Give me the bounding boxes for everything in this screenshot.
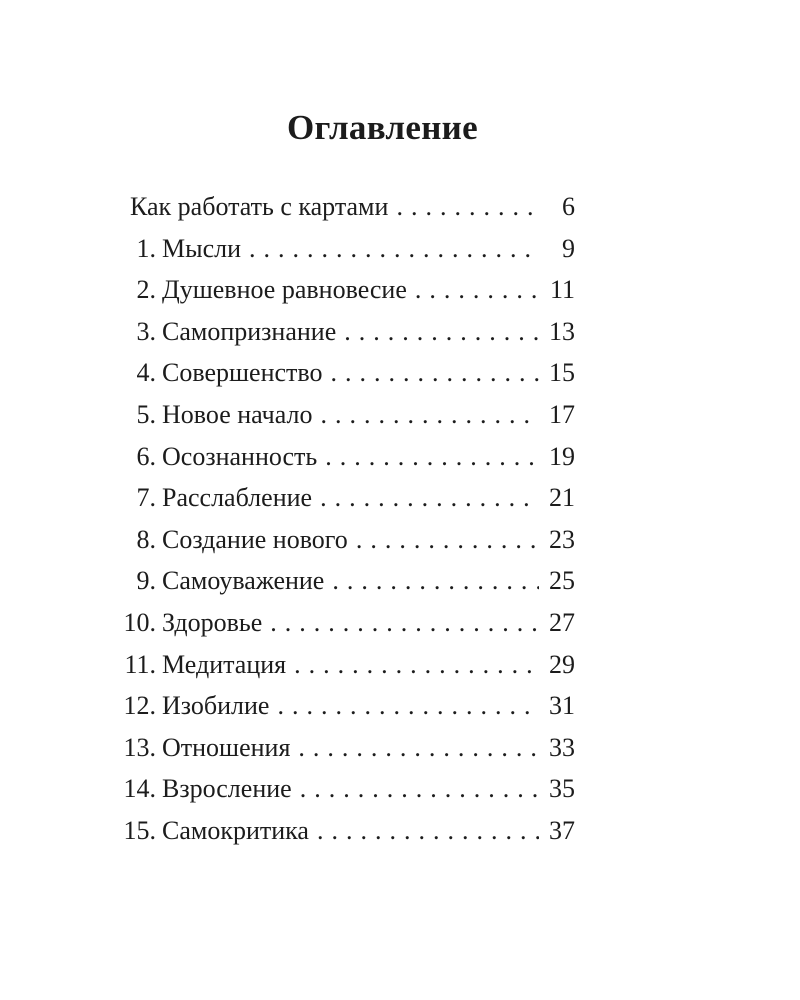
- toc-entry-label: Создание нового: [162, 524, 348, 554]
- toc-entry-number: 10.: [123, 607, 156, 637]
- toc-entry-number: 7.: [136, 483, 156, 513]
- toc-entry-number: 14.: [123, 774, 156, 804]
- toc-entry[interactable]: [110, 691, 575, 733]
- toc-entry[interactable]: [110, 608, 575, 650]
- toc-entry[interactable]: [110, 358, 575, 400]
- toc-entry-label: Медитация: [162, 649, 287, 679]
- toc-entry[interactable]: [110, 566, 575, 608]
- dot-leader: [300, 774, 539, 804]
- dot-leader: [415, 275, 539, 305]
- toc-entry-label: Душевное равновесие: [162, 275, 407, 305]
- dot-leader: [356, 525, 539, 555]
- toc-entry[interactable]: [110, 192, 575, 234]
- toc-entry-page: 33: [549, 732, 575, 762]
- toc-entry[interactable]: [110, 275, 575, 317]
- toc-entry-number: 6.: [136, 441, 156, 471]
- dot-leader: [325, 442, 539, 472]
- toc-entry-page: 37: [549, 815, 575, 845]
- toc-entry-label: Расслабление: [162, 483, 313, 513]
- toc-entry[interactable]: [110, 234, 575, 276]
- toc-entry-page: 15: [549, 358, 575, 388]
- dot-leader: [396, 192, 539, 222]
- toc-entry-page: 6: [562, 192, 575, 221]
- toc-entry-page: 9: [562, 233, 575, 263]
- toc-entry[interactable]: [110, 650, 575, 692]
- toc-entry-page: 21: [549, 483, 575, 513]
- toc-entry-number: 9.: [136, 566, 156, 596]
- toc-entry-label: Мысли: [162, 233, 242, 263]
- toc-entry-number: 3.: [136, 316, 156, 346]
- toc-entry-label: Осознанность: [162, 441, 318, 471]
- toc-entry-number: 1.: [136, 233, 156, 263]
- toc-entry-page: 19: [549, 441, 575, 471]
- dot-leader: [298, 733, 539, 763]
- dot-leader: [320, 400, 539, 430]
- toc-entry-number: 13.: [123, 732, 156, 762]
- dot-leader: [317, 816, 539, 846]
- dot-leader: [277, 691, 539, 721]
- dot-leader: [249, 234, 539, 264]
- toc-entry-page: 25: [549, 566, 575, 596]
- toc-entry-number: 15.: [123, 815, 156, 845]
- page-title: Оглавление: [287, 108, 478, 147]
- toc-entry-label: Самопризнание: [162, 316, 337, 346]
- toc-entry-label: Самоуважение: [162, 566, 325, 596]
- toc-entry-label: Совершенство: [162, 358, 323, 388]
- toc-entry-page: 31: [549, 691, 575, 721]
- toc-entry-page: 13: [549, 316, 575, 346]
- toc-entry-label: Изобилие: [162, 691, 270, 721]
- toc-entry[interactable]: [110, 525, 575, 567]
- toc-entry-number: 5.: [136, 399, 156, 429]
- toc-entry-number: 2.: [136, 275, 156, 305]
- toc-entry[interactable]: [110, 400, 575, 442]
- dot-leader: [330, 358, 539, 388]
- toc-entry-label: Отношения: [162, 732, 291, 762]
- toc-entry-page: 35: [549, 774, 575, 804]
- toc-entry-label: Самокритика: [162, 815, 309, 845]
- toc-entry-label: Здоровье: [162, 607, 263, 637]
- toc-entry-number: 11.: [124, 649, 156, 679]
- toc-entry-page: 23: [549, 524, 575, 554]
- dot-leader: [294, 650, 539, 680]
- dot-leader: [332, 566, 539, 596]
- toc-entry-label: Как работать с картами: [130, 192, 389, 221]
- toc-entry-number: 12.: [123, 691, 156, 721]
- dot-leader: [320, 483, 539, 513]
- toc-entry[interactable]: [110, 317, 575, 359]
- table-of-contents: [110, 192, 575, 858]
- toc-entry-page: 27: [549, 607, 575, 637]
- toc-entry[interactable]: [110, 774, 575, 816]
- toc-entry-number: 8.: [136, 524, 156, 554]
- toc-entry-page: 17: [549, 399, 575, 429]
- dot-leader: [344, 317, 539, 347]
- toc-entry-label: Новое начало: [162, 399, 313, 429]
- toc-entry-page: 29: [549, 649, 575, 679]
- toc-entry[interactable]: [110, 442, 575, 484]
- toc-entry[interactable]: [110, 816, 575, 858]
- toc-entry-label: Взросление: [162, 774, 292, 804]
- toc-entry-number: 4.: [136, 358, 156, 388]
- toc-entry[interactable]: [110, 733, 575, 775]
- toc-entry[interactable]: [110, 483, 575, 525]
- toc-entry-page: 11: [549, 275, 575, 305]
- dot-leader: [270, 608, 539, 638]
